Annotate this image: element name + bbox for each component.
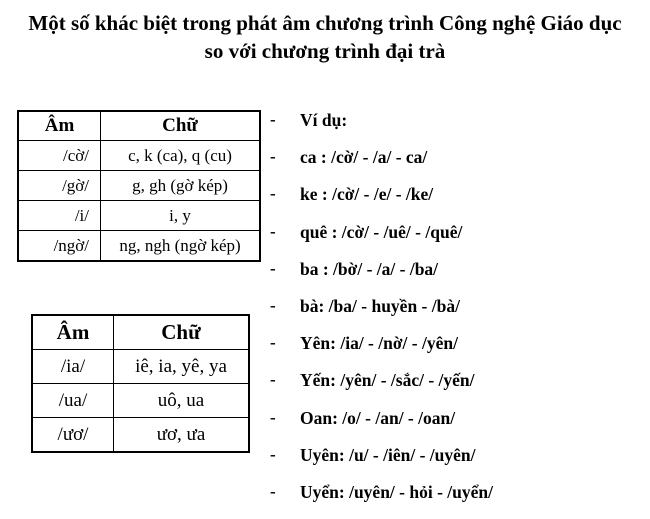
dash-bullet: -	[270, 221, 276, 241]
table-row	[18, 171, 260, 201]
letters-cell: ng, ngh (ngờ kép)	[101, 231, 261, 262]
list-item	[270, 259, 493, 296]
dash-bullet: -	[270, 110, 276, 129]
table-row	[32, 350, 249, 384]
dash-bullet: -	[270, 444, 276, 464]
vowel-sound-letter-table	[31, 314, 250, 453]
list-item-text: ca : /cờ/ - /a/ - ca/	[300, 147, 428, 168]
list-item	[270, 110, 493, 147]
dash-bullet: -	[270, 370, 276, 390]
sound-cell: /ua/	[32, 384, 114, 418]
dash-bullet: -	[270, 333, 276, 353]
list-item-text: ke : /cờ/ - /e/ - /ke/	[300, 184, 434, 205]
dash-bullet: -	[270, 147, 276, 167]
list-item-text: Yên: /ia/ - /nờ/ - /yên/	[300, 333, 458, 354]
list-item-text: Uyển: /uyên/ - hỏi - /uyển/	[300, 481, 494, 502]
letters-cell: ươ, ưa	[114, 418, 250, 453]
table-header-row	[18, 111, 260, 141]
list-item	[270, 184, 493, 221]
consonant-sound-letter-table	[17, 110, 261, 262]
sound-cell: /ngờ/	[18, 231, 101, 262]
table-row	[18, 201, 260, 231]
list-item-text: Uyên: /u/ - /iên/ - /uyên/	[300, 444, 476, 465]
page-title-line2: so với chương trình đại trà	[204, 38, 446, 63]
column-header-chu: Chữ	[114, 315, 250, 350]
dash-bullet: -	[270, 184, 276, 204]
list-item	[270, 370, 493, 407]
list-item-text: ba : /bờ/ - /a/ - /ba/	[300, 258, 439, 279]
column-header-am: Âm	[18, 111, 101, 141]
list-item	[270, 482, 493, 519]
letters-cell: iê, ia, yê, ya	[114, 350, 250, 384]
letters-cell: uô, ua	[114, 384, 250, 418]
list-item	[270, 333, 493, 370]
sound-cell: /cờ/	[18, 141, 101, 171]
list-item-text: Oan: /o/ - /an/ - /oan/	[300, 407, 456, 428]
examples-list	[270, 110, 493, 519]
column-header-chu: Chữ	[101, 111, 261, 141]
sound-cell: /i/	[18, 201, 101, 231]
letters-cell: i, y	[101, 201, 261, 231]
letters-cell: g, gh (gờ kép)	[101, 171, 261, 201]
list-item	[270, 147, 493, 184]
list-item-text: quê : /cờ/ - /uê/ - /quê/	[300, 221, 463, 242]
list-item	[270, 408, 493, 445]
page-title	[0, 10, 650, 65]
table-row	[32, 418, 249, 453]
dash-bullet: -	[270, 258, 276, 278]
dash-bullet: -	[270, 295, 276, 315]
dash-bullet: -	[270, 481, 276, 501]
letters-cell: c, k (ca), q (cu)	[101, 141, 261, 171]
list-item	[270, 296, 493, 333]
table-row	[18, 141, 260, 171]
dash-bullet: -	[270, 407, 276, 427]
list-item	[270, 222, 493, 259]
sound-cell: /gờ/	[18, 171, 101, 201]
page-title-line1: Một số khác biệt trong phát âm chương trình Công nghệ Giáo dục	[28, 11, 622, 35]
sound-cell: /ia/	[32, 350, 114, 384]
table-row	[32, 384, 249, 418]
list-item-text: Yến: /yên/ - /sắc/ - /yến/	[300, 370, 475, 391]
list-item	[270, 445, 493, 482]
table-row	[18, 231, 260, 262]
list-item-text: Ví dụ:	[300, 110, 348, 130]
list-item-text: bà: /ba/ - huyền - /bà/	[300, 295, 460, 316]
table-header-row	[32, 315, 249, 350]
sound-cell: /ươ/	[32, 418, 114, 453]
column-header-am: Âm	[32, 315, 114, 350]
